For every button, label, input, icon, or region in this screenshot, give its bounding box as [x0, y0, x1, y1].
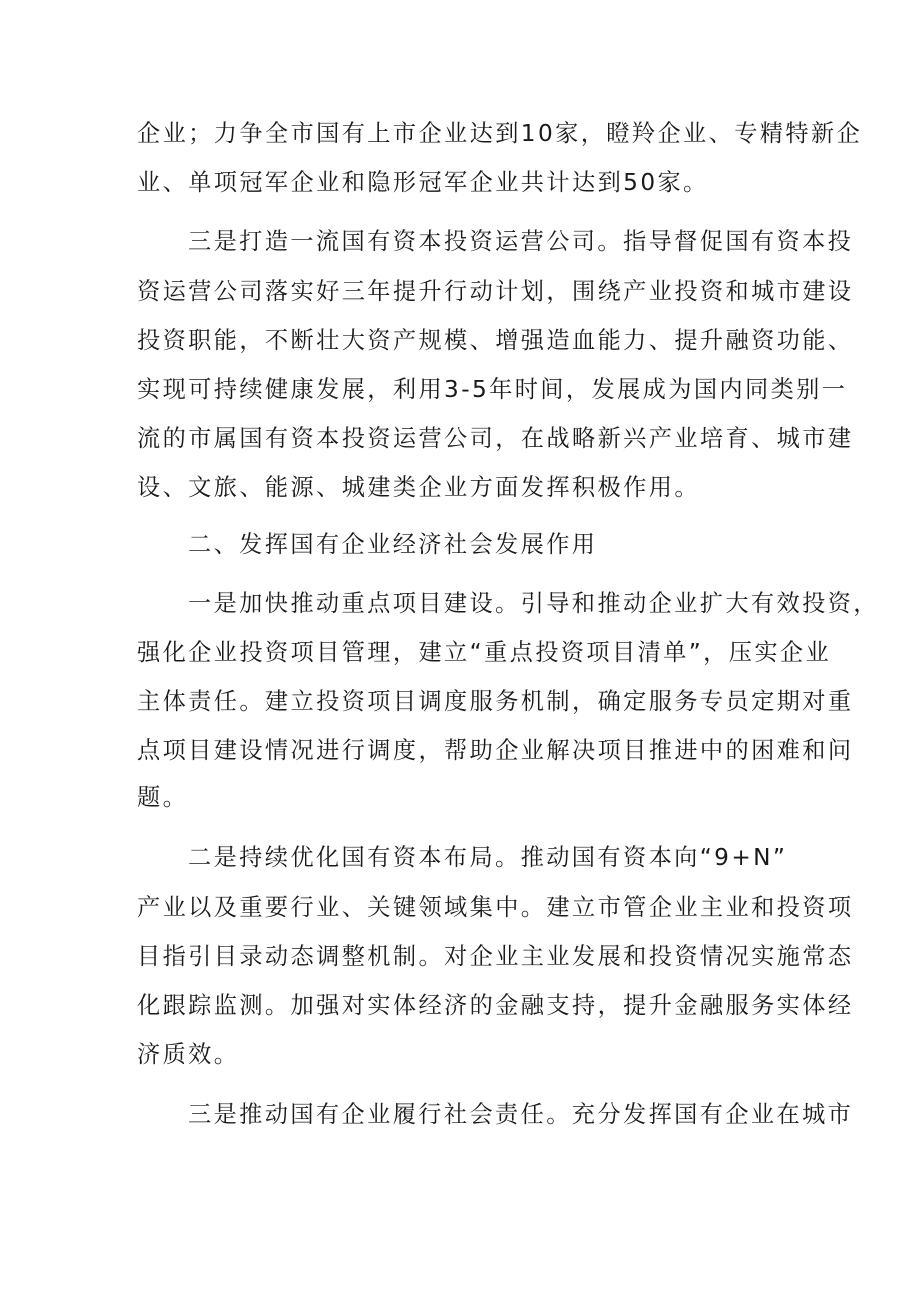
text-line: 三是打造一流国有资本投资运营公司。指导督促国有资本投	[188, 228, 854, 255]
text-line: 实现可持续健康发展，利用3-5年时间，发展成为国内同类别一	[137, 376, 848, 403]
text-line: 点项目建设情况进行调度，帮助企业解决项目推进中的困难和问	[137, 737, 854, 764]
text-line: 设、文旅、能源、城建类企业方面发挥积极作用。	[137, 474, 700, 501]
text-line: 主体责任。建立投资项目调度服务机制，确定服务专员定期对重	[137, 688, 854, 715]
text-line: 流的市属国有资本投资运营公司，在战略新兴产业培育、城市建	[137, 425, 854, 452]
text-line: 三是推动国有企业履行社会责任。充分发挥国有企业在城市	[188, 1101, 854, 1128]
text-line: 产业以及重要行业、关键领域集中。建立市管企业主业和投资项	[137, 894, 854, 921]
text-line: 业、单项冠军企业和隐形冠军企业共计达到50家。	[137, 169, 709, 196]
text-line: 强化企业投资项目管理，建立“重点投资项目清单”，压实企业	[137, 639, 832, 666]
text-line: 投资职能，不断壮大资产规模、增强造血能力、提升融资功能、	[137, 327, 854, 354]
text-line: 化跟踪监测。加强对实体经济的金融支持，提升金融服务实体经	[137, 992, 854, 1019]
text-line: 一是加快推动重点项目建设。引导和推动企业扩大有效投资，	[188, 590, 879, 617]
text-line: 济质效。	[137, 1041, 240, 1068]
text-line: 企业；力争全市国有上市企业达到10家，瞪羚企业、专精特新企	[137, 120, 863, 147]
section-heading: 二、发挥国有企业经济社会发展作用	[188, 531, 598, 558]
text-line: 资运营公司落实好三年提升行动计划，围绕产业投资和城市建设	[137, 278, 854, 305]
text-line: 题。	[137, 784, 189, 811]
text-line: 二是持续优化国有资本布局。推动国有资本向“9+N”	[188, 844, 788, 871]
text-line: 目指引目录动态调整机制。对企业主业发展和投资情况实施常态	[137, 943, 854, 970]
